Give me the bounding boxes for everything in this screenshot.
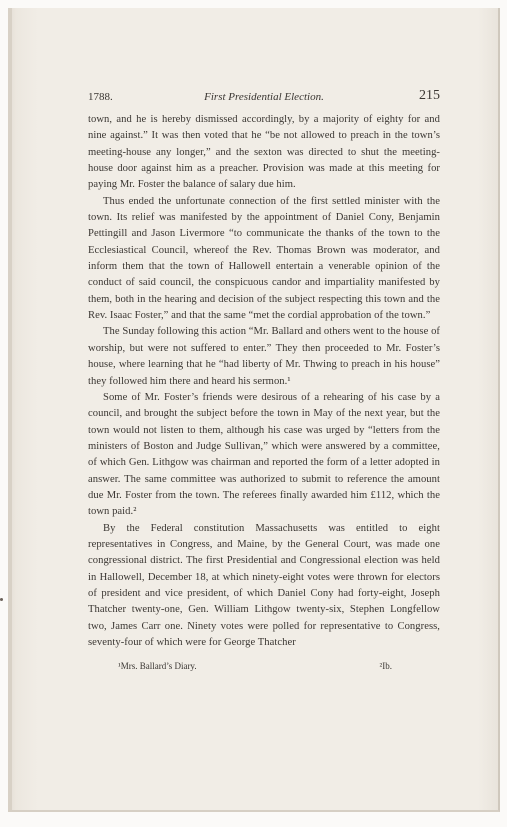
paragraph-rehearing: Some of Mr. Foster’s friends were desirous of a rehearing of his case by a council, and brought the subject before the town in May of the next year, but the town would not listen to them, although his case was urged by “letters from the ministers of Boston and Judge Sullivan,” which were answered by a committee, of which Gen. Lithgow was chairman and reported the form of a letter adopted in answer. The same committee was authorized to submit to reference the amount due Mr. Foster from the town. The referees finally awarded him £112, which the town paid.²	[88, 391, 440, 518]
paragraph-sunday-following: The Sunday following this action “Mr. Ballard and others went to the house of worship, but were not suffered to enter.” They then proceeded to Mr. Foster’s house, where learning that he “had liberty of Mr. Thwing to preach in his house” they followed him there and heard his sermon.¹	[88, 326, 440, 387]
paragraph-minister-relief: Thus ended the unfortunate connection of the first settled minister with the town. Its relief was manifested by the appointment of Daniel Cony, Benjamin Pettingill and Jason Livermore “to communicate the thanks of the town to the Ecclesiastical Council, whereof the Rev. Thomas Brown was moderator, and inform them that the town of Hallowell entertain a venerable opinion of the conduct of said council, the conspicuous candor and impartiality manifested by them, both in the hearing and decision of the subject respecting this town and the Rev. Isaac Foster,” and that the same “met the cordial approbation of the town.”	[88, 195, 440, 322]
page-sheet	[8, 8, 500, 812]
paragraph-continued: town, and he is hereby dismissed accordingly, by a majority of eighty for and nine against.” It was then voted that he “be not allowed to preach in the town’s meeting-house any longer,” and the sexton was directed to shut the meeting-house door against him as a preacher. Provision was made at this meeting for paying Mr. Foster the balance of salary due him.	[88, 114, 440, 191]
footnote-2: ²Ib.	[379, 661, 392, 672]
running-head	[88, 88, 440, 106]
text-block	[88, 88, 440, 677]
running-head-title: First Presidential Election.	[204, 91, 324, 103]
footnote-1: ¹Mrs. Ballard’s Diary.	[118, 661, 197, 672]
footnotes	[88, 661, 440, 677]
page-binding-edge	[8, 8, 12, 810]
paragraph-federal-election: By the Federal constitution Massachusetts was entitled to eight representatives in Congress, and Maine, by the General Court, was made one congressional district. The first Presidential and Congressional election was held in Hallowell, December 18, at which ninety-eight votes were thrown for electors of president and vice president, of which Daniel Cony had forty-eight, Joseph Thatcher twenty-one, Gen. William Lithgow twenty-six, Stephen Longfellow two, James Carr one. Ninety votes were polled for representative to Congress, seventy-four of which were for George Thatcher	[88, 522, 440, 648]
page-number: 215	[419, 88, 440, 103]
margin-speck	[0, 598, 3, 601]
running-head-year: 1788.	[88, 91, 113, 103]
